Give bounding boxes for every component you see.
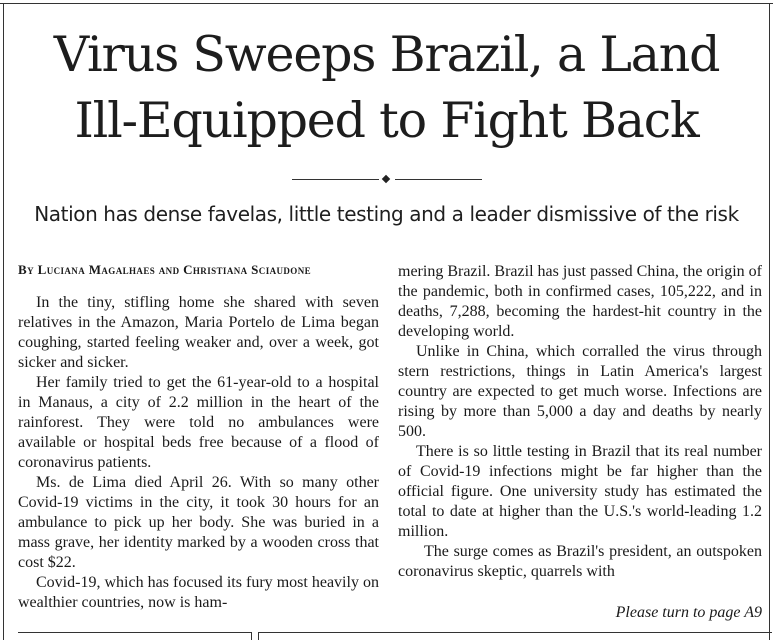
bottom-rule-tick <box>251 632 252 640</box>
right-border <box>769 3 770 640</box>
subheadline: Nation has dense favelas, little testing and a leader dismissive of the risk <box>34 202 739 226</box>
paragraph: Her family tried to get the 61-year-old to a hospital in Manaus, a city of 2.2 million in the heart of the rainforest. They were told no ambulances were available or hospital beds free because of a flood of coronavirus patients. <box>18 374 379 471</box>
paragraph: mering Brazil. Brazil has just passed China, the origin of the pandemic, both in confirmed cases, 105,222, and in deaths, 7,288, becoming the hardest-hit country in the developing world. <box>398 263 762 340</box>
article-column-right <box>398 262 762 582</box>
paragraph: The surge comes as Brazil's president, an outspoken coronavirus skeptic, quarrels with <box>398 543 762 580</box>
headline-line-2: Ill-Equipped to Fight Back <box>74 92 699 149</box>
headline <box>20 22 753 154</box>
paragraph: There is so little testing in Brazil that its real number of Covid-19 infections might be far higher than the official figure. One university study has estimated the total to date at higher than the U.S.'s world-leading 1.2 million. <box>398 443 762 540</box>
diamond-icon <box>382 175 390 183</box>
paragraph: Unlike in China, which corralled the virus through stern restrictions, things in Latin America's largest country are expected to get much worse. Infections are rising by more than 5,000 a day and deaths by nearly 500. <box>398 343 762 440</box>
left-border <box>3 3 4 640</box>
diamond-rule-ornament <box>292 174 482 186</box>
headline-line-1: Virus Sweeps Brazil, a Land <box>53 26 720 83</box>
continued-on-page-link[interactable]: Please turn to page A9 <box>615 604 762 621</box>
bottom-rule <box>258 632 772 633</box>
bottom-rule-tick <box>258 632 259 640</box>
article-column-left <box>18 262 379 613</box>
top-rule <box>0 3 773 4</box>
paragraph: Covid-19, which has focused its fury most heavily on wealthier countries, now is ham- <box>18 574 379 611</box>
byline: By Luciana Magalhaes and Christiana Sciaudone <box>18 262 312 277</box>
paragraph: In the tiny, stifling home she shared with seven relatives in the Amazon, Maria Portelo de Lima began coughing, started feeling weaker and, over a week, got sicker and sicker. <box>18 294 379 371</box>
bottom-rule <box>18 632 251 633</box>
paragraph: Ms. de Lima died April 26. With so many other Covid-19 victims in the city, it took 30 hours for an ambulance to pick up her body. She was buried in a mass grave, her identity marked by a wooden cross that cost $22. <box>18 474 379 571</box>
